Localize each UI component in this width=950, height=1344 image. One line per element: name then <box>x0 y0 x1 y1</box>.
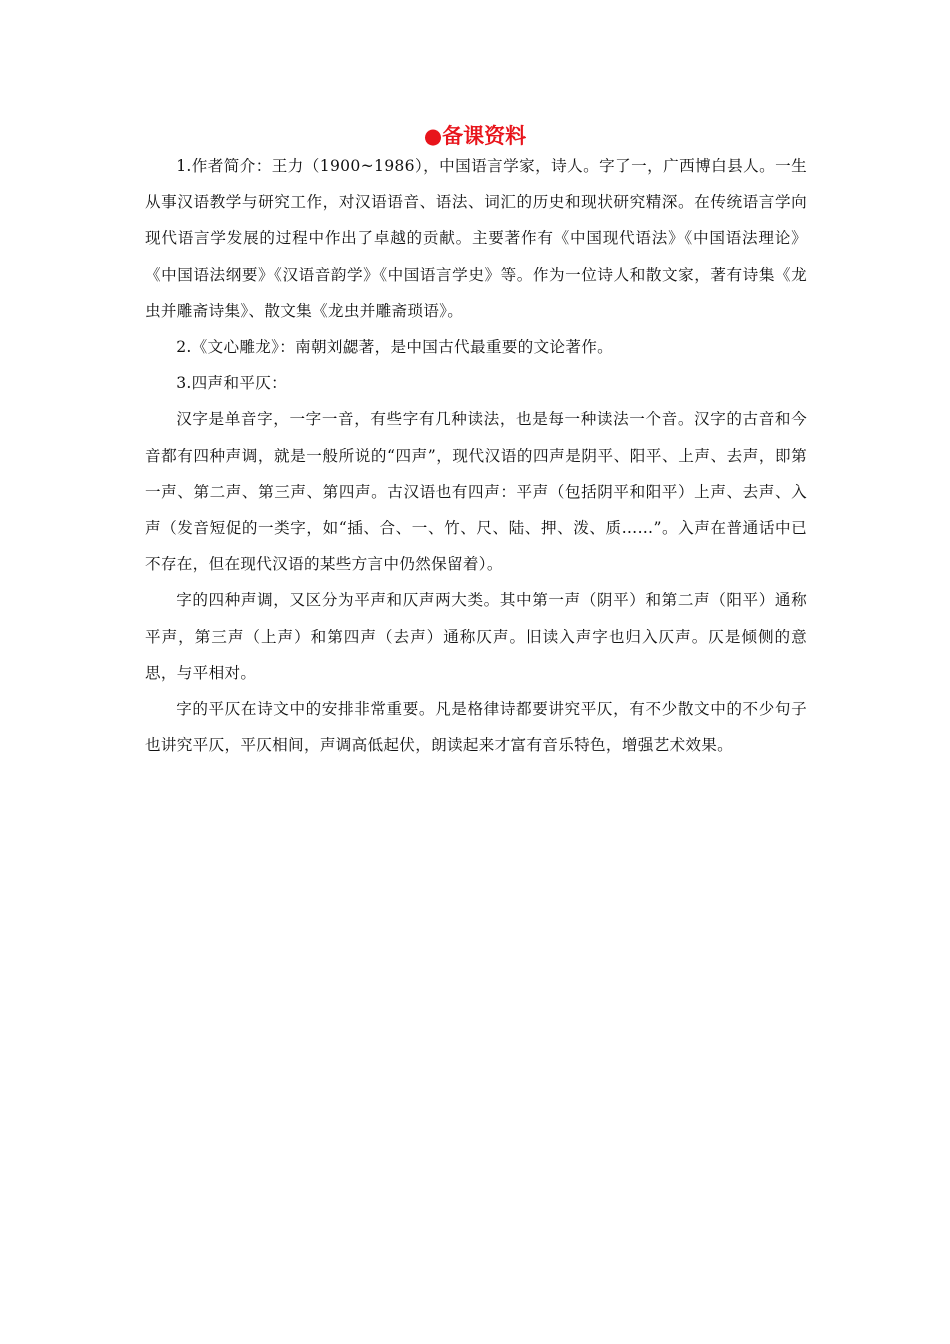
paragraph-four-tones-heading: 3.四声和平仄： <box>176 374 288 393</box>
paragraph-wenxin-diaolong: 2.《文心雕龙》：南朝刘勰著，是中国古代最重要的文论著作。 <box>176 338 613 357</box>
paragraph-author-intro: 1.作者简介：王力（1900~1986），中国语言学家，诗人。字了一，广西博白县人。一生从事汉语教学与研究工作，对汉语语音、语法、词汇的历史和现状研究精深。在传统语言学向现代语言学发展的过程中作出了卓越的贡献。主要著作有《中国现代语法》《中国语法理论》《中国语法纲要》《汉语音韵学》《中国语言学史》等。作为一位诗人和散文家，著有诗集《龙虫并雕斋诗集》、散文集《龙虫并雕斋琐语》。 <box>145 157 807 320</box>
paragraph-ping-ze-importance: 字的平仄在诗文中的安排非常重要。凡是格律诗都要讲究平仄，有不少散文中的不少句子也讲究平仄，平仄相间，声调高低起伏，朗读起来才富有音乐特色，增强艺术效果。 <box>145 700 807 755</box>
paragraph-ping-ze-categories: 字的四种声调，又区分为平声和仄声两大类。其中第一声（阴平）和第二声（阳平）通称平声，第三声（上声）和第四声（去声）通称仄声。旧读入声字也归入仄声。仄是倾侧的意思，与平相对。 <box>145 591 807 682</box>
document-body <box>145 148 807 763</box>
paragraph-four-tones: 汉字是单音字，一字一音，有些字有几种读法，也是每一种读法一个音。汉字的古音和今音都有四种声调，就是一般所说的“四声”，现代汉语的四声是阴平、阳平、上声、去声，即第一声、第二声、第三声、第四声。古汉语也有四声：平声（包括阴平和阳平）上声、去声、入声（发音短促的一类字，如“插、合、一、竹、尺、陆、押、泼、质……”。入声在普通话中已不存在，但在现代汉语的某些方言中仍然保留着）。 <box>145 410 807 574</box>
page-title: ●备课资料 <box>423 124 527 148</box>
